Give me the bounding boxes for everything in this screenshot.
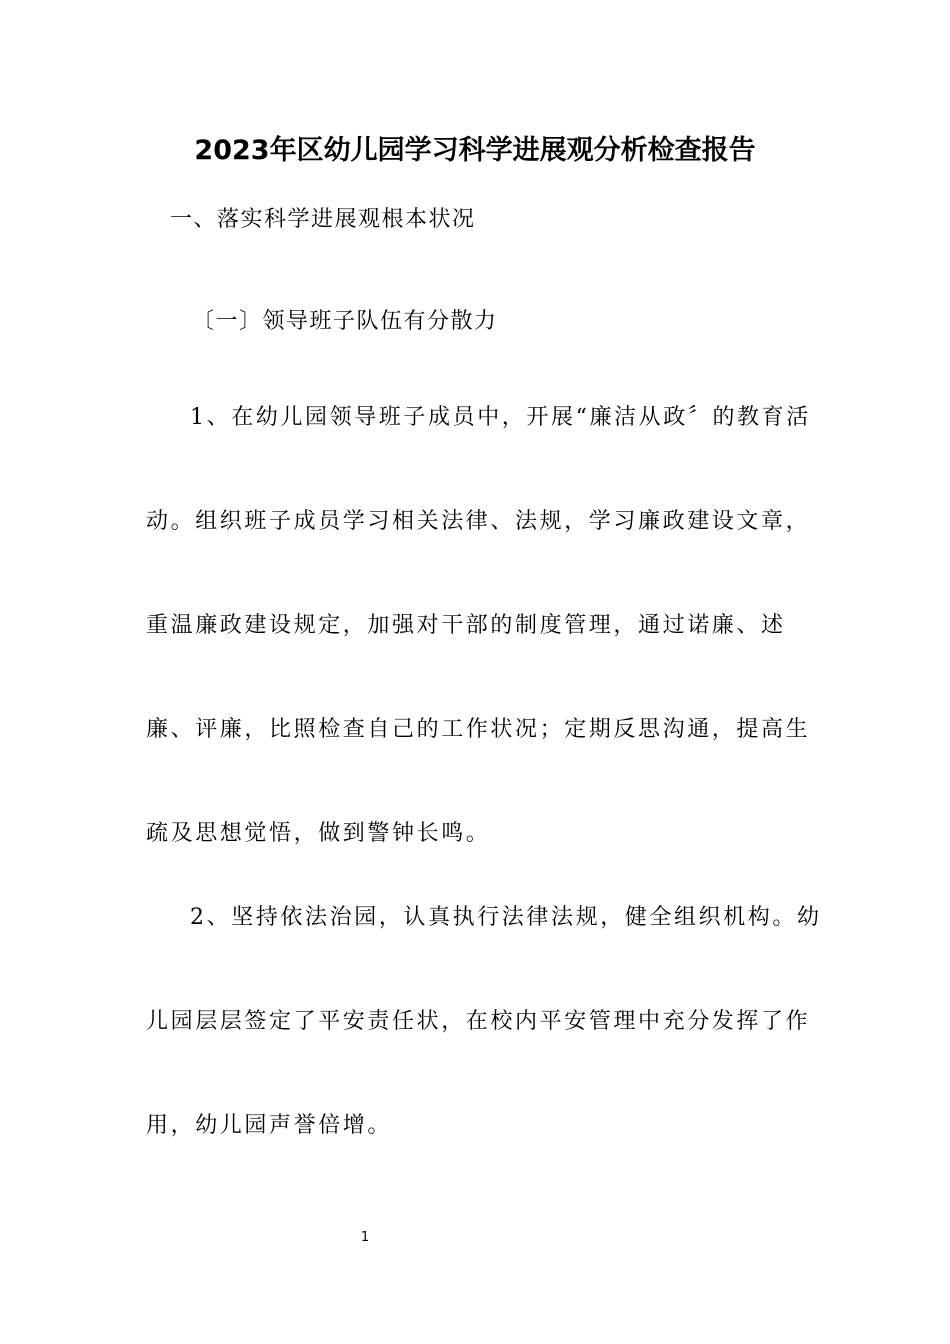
paragraph-line: 儿园层层签定了平安责任状，在校内平安管理中充分发挥了作 [146, 1009, 811, 1034]
paragraph-line: 2、坚持依法治园，认真执行法律法规，健全组织机构。幼 [190, 905, 822, 930]
document-title: 2023年区幼儿园学习科学进展观分析检查报告 [194, 135, 756, 166]
paragraph-2 [146, 866, 822, 1178]
paragraph-1 [146, 366, 811, 886]
subsection-heading: 〔一〕领导班子队伍有分散力 [192, 309, 498, 334]
paragraph-line: 1、在幼儿园领导班子成员中，开展“廉洁从政〞的教育活 [190, 405, 811, 430]
section-heading: 一、落实科学进展观根本状况 [170, 207, 476, 232]
paragraph-line: 疏及思想觉悟，做到警钟长鸣。 [146, 821, 491, 846]
paragraph-line: 动。组织班子成员学习相关法律、法规，学习廉政建设文章， [146, 509, 811, 534]
page-number: 1 [360, 1230, 370, 1245]
paragraph-line: 用，幼儿园声誉倍增。 [146, 1113, 393, 1138]
paragraph-line: 廉、评廉，比照检查自己的工作状况；定期反思沟通，提高生 [146, 717, 811, 742]
paragraph-line: 重温廉政建设规定，加强对干部的制度管理，通过诺廉、述 [146, 613, 786, 638]
